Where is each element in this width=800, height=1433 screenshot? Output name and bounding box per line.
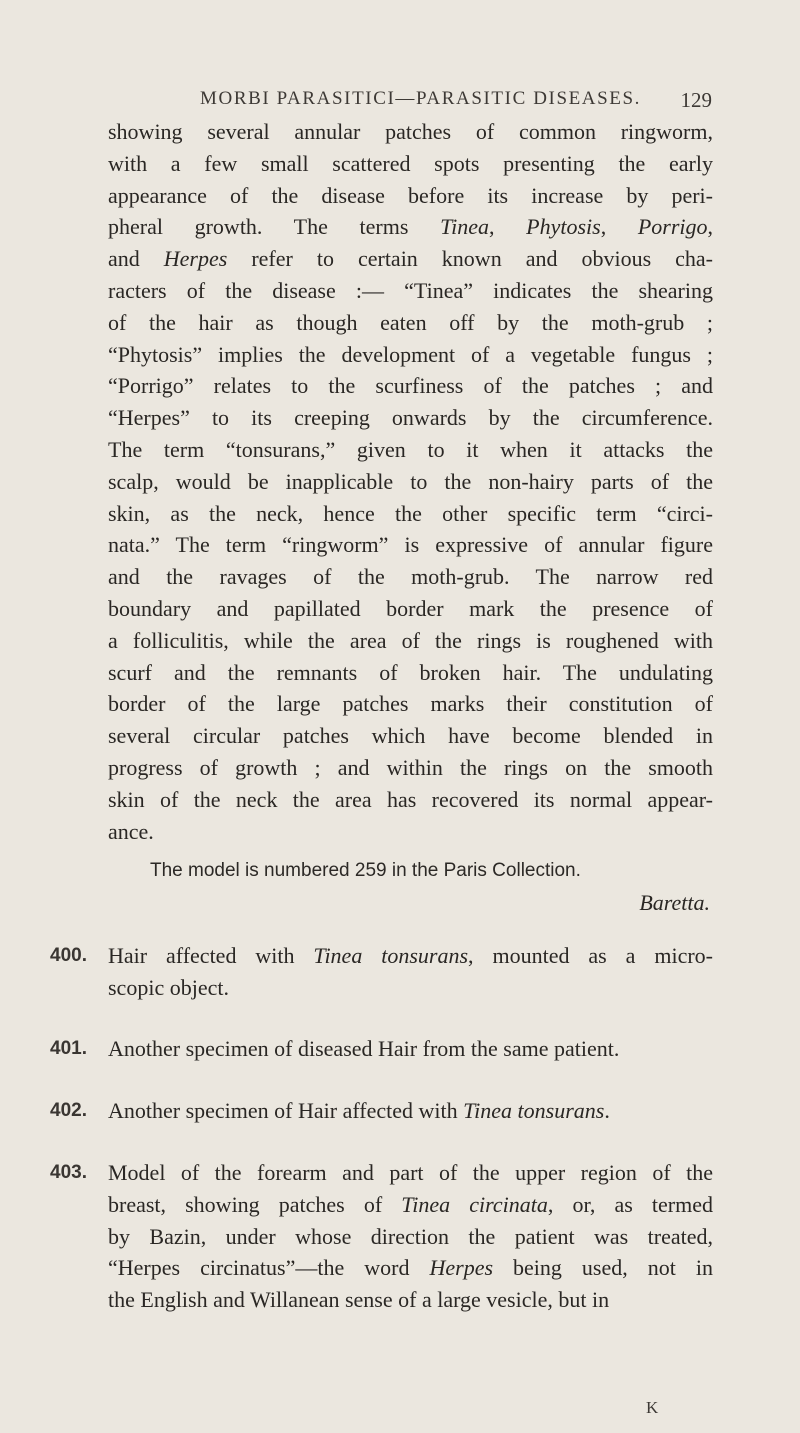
text-line: boundary and papillated border mark the presence of <box>108 595 713 621</box>
text-line: ance. <box>108 818 154 844</box>
text-line: Another specimen of diseased Hair from the same patient. <box>108 1036 620 1061</box>
entry-number: 402. <box>50 1100 87 1121</box>
italic-term: Tinea circinata <box>401 1191 548 1217</box>
text-line: several circular patches which have become blended in <box>108 723 713 749</box>
attribution: Baretta. <box>639 890 710 915</box>
italic-term: Herpes <box>429 1255 494 1281</box>
text-line: “Herpes” to its creeping onwards by the circumference. <box>108 405 713 431</box>
text-line: scalp, would be inapplicable to the non-hairy parts of the <box>108 468 713 494</box>
italic-term: Phytosis <box>526 214 601 240</box>
italic-term: Tinea tonsurans <box>313 943 469 968</box>
text-line: of the hair as though eaten off by the moth-grub ; <box>108 309 713 335</box>
text-line: nata.” The term “ringworm” is expressive of annular figure <box>108 532 713 558</box>
text-line: Another specimen of Hair affected with Tinea tonsurans. <box>108 1098 610 1123</box>
text-line: Model of the forearm and part of the upper region of the <box>108 1160 713 1185</box>
text-line: scurf and the remnants of broken hair. The undulating <box>108 659 713 685</box>
text-line: by Bazin, under whose direction the patient was treated, <box>108 1223 713 1249</box>
entry-number: 400. <box>50 945 87 966</box>
text-line: breast, showing patches of Tinea circinata, or, as termed <box>108 1191 714 1217</box>
running-head <box>200 88 710 118</box>
entry-text <box>108 1033 713 1065</box>
text-line: skin of the neck the area has recovered its normal appear- <box>108 786 713 812</box>
entry-text <box>108 1157 713 1316</box>
text-line: pheral growth. The terms Tinea, Phytosis, Porrigo, <box>108 214 714 240</box>
running-title: MORBI PARASITICI—PARASITIC DISEASES. <box>200 88 642 109</box>
text-line: The term “tonsurans,” given to it when it attacks the <box>108 436 713 462</box>
italic-term: Herpes <box>163 246 228 272</box>
text-line: progress of growth ; and within the rings on the smooth <box>108 754 713 780</box>
italic-term: Porrigo <box>637 214 708 240</box>
text-line: skin, as the neck, hence the other specific term “circi- <box>108 500 713 526</box>
entry-number: 401. <box>50 1038 87 1059</box>
text-line: “Herpes circinatus”—the word Herpes being used, not in <box>108 1255 713 1281</box>
text-line: the English and Willanean sense of a large vesicle, but in <box>108 1287 610 1313</box>
text-line: scopic object. <box>108 974 229 1000</box>
text-line: appearance of the disease before its increase by peri- <box>108 182 713 208</box>
italic-term: Tinea <box>440 214 489 240</box>
entry-number: 403. <box>50 1162 87 1183</box>
page-number: 129 <box>680 88 712 112</box>
italic-term: Tinea tonsurans <box>463 1098 605 1123</box>
text-line: and Herpes refer to certain known and obvious cha- <box>108 246 714 272</box>
text-line: and the ravages of the moth-grub. The narrow red <box>108 564 713 590</box>
text-line: racters of the disease :— “Tinea” indicates the shearing <box>108 277 713 303</box>
collection-note: The model is numbered 259 in the Paris Collection. <box>150 860 581 881</box>
signature-mark: K <box>646 1398 659 1417</box>
entry-text <box>108 940 713 1004</box>
text-line: border of the large patches marks their constitution of <box>108 691 713 717</box>
text-line: a folliculitis, while the area of the rings is roughened with <box>108 627 713 653</box>
text-line: “Porrigo” relates to the scurfiness of the patches ; and <box>108 373 713 399</box>
text-line: showing several annular patches of common ringworm, <box>108 119 713 144</box>
text-line: “Phytosis” implies the development of a vegetable fungus ; <box>108 341 713 367</box>
text-line: Hair affected with Tinea tonsurans, mounted as a micro- <box>108 943 713 968</box>
description-paragraph <box>108 116 713 847</box>
entry-text <box>108 1095 713 1127</box>
text-line: with a few small scattered spots presenting the early <box>108 150 713 176</box>
